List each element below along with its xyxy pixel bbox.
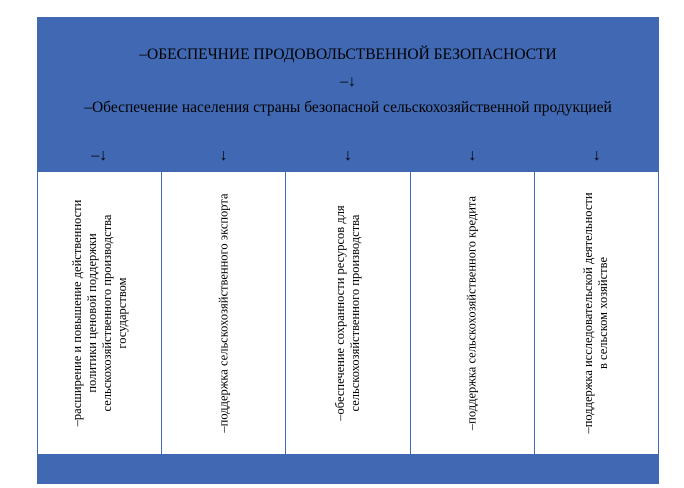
measure-column-2 xyxy=(162,172,286,454)
measure-column-4 xyxy=(411,172,535,454)
measure-text-price-support: –расширение и повышение действенности политики ценовой поддержки сельскохозяйственного производства государством xyxy=(69,199,129,427)
measure-column-3 xyxy=(286,172,410,454)
diagram-footer xyxy=(37,454,659,484)
column-5-down-arrow-icon: ↓ xyxy=(592,147,601,164)
column-1-down-arrow-icon: –↓ xyxy=(91,147,108,164)
column-4-down-arrow-icon: ↓ xyxy=(468,147,477,164)
measure-text-research-support: –поддержка исследовательской деятельности в сельском хозяйстве xyxy=(581,192,611,434)
column-2-down-arrow-icon: ↓ xyxy=(219,147,228,164)
column-arrows xyxy=(37,146,659,166)
down-arrow-icon: –↓ xyxy=(340,73,356,90)
diagram-subtitle: –Обеспечение населения страны безопасной сельскохозяйственной продукцией xyxy=(84,99,612,116)
measure-columns xyxy=(37,172,659,454)
diagram-title: –ОБЕСПЕЧНИЕ ПРОДОВОЛЬСТВЕННОЙ БЕЗОПАСНОСТИ xyxy=(139,46,557,63)
diagram-header xyxy=(37,17,659,172)
measure-column-1 xyxy=(38,172,162,454)
measure-text-credit-support: –поддержка сельскохозяйственного кредита xyxy=(464,195,479,431)
measure-text-resource-preservation: –обеспечение сохранности ресурсов для сельскохозяйственного производства xyxy=(333,205,362,421)
measure-text-export-support: –поддержка сельскохозяйственного экспорта xyxy=(216,193,231,433)
column-3-down-arrow-icon: ↓ xyxy=(344,147,353,164)
food-security-diagram xyxy=(37,17,659,484)
measure-column-5 xyxy=(535,172,658,454)
